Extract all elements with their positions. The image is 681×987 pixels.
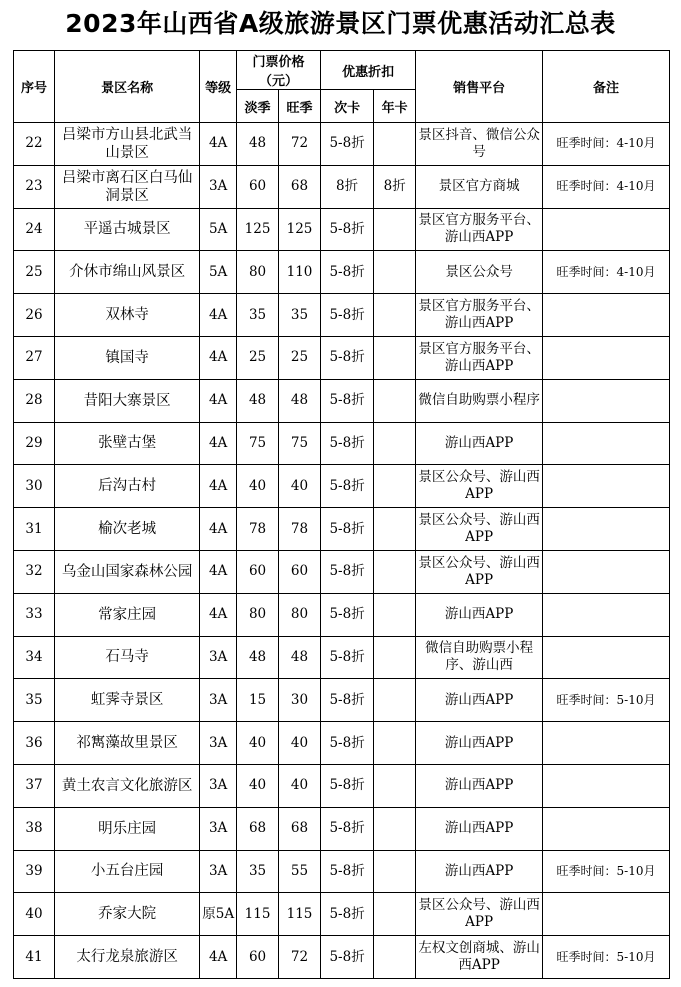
cell-grade: 4A [200, 336, 237, 379]
cell-off-season-price: 115 [237, 893, 279, 936]
cell-grade: 原5A [200, 893, 237, 936]
cell-per-visit-discount: 5-8折 [320, 722, 373, 765]
cell-annual-discount [374, 294, 416, 337]
cell-grade: 3A [200, 636, 237, 679]
header-price-group: 门票价格（元） [237, 51, 321, 90]
cell-annual-discount [374, 636, 416, 679]
cell-sales-platform: 游山西APP [416, 593, 543, 636]
cell-off-season-price: 60 [237, 936, 279, 979]
cell-sales-platform: 景区公众号 [416, 251, 543, 294]
table-row [14, 850, 670, 893]
cell-sales-platform: 微信自助购票小程序 [416, 379, 543, 422]
table-row [14, 294, 670, 337]
cell-annual-discount [374, 508, 416, 551]
cell-per-visit-discount: 5-8折 [320, 294, 373, 337]
cell-off-season-price: 78 [237, 508, 279, 551]
cell-off-season-price: 80 [237, 593, 279, 636]
cell-note: 旺季时间：4-10月 [543, 165, 670, 208]
header-annual: 年卡 [374, 90, 416, 123]
cell-grade: 4A [200, 123, 237, 166]
cell-per-visit-discount: 5-8折 [320, 893, 373, 936]
cell-per-visit-discount: 5-8折 [320, 550, 373, 593]
cell-peak-season-price: 30 [279, 679, 321, 722]
cell-sales-platform: 游山西APP [416, 764, 543, 807]
cell-scenic-name: 虹霁寺景区 [54, 679, 199, 722]
cell-per-visit-discount: 5-8折 [320, 593, 373, 636]
cell-grade: 5A [200, 251, 237, 294]
cell-per-visit-discount: 5-8折 [320, 465, 373, 508]
header-grade: 等级 [200, 51, 237, 123]
page-title: 2023年山西省A级旅游景区门票优惠活动汇总表 [65, 9, 616, 38]
cell-peak-season-price: 25 [279, 336, 321, 379]
cell-scenic-name: 后沟古村 [54, 465, 199, 508]
cell-sales-platform: 景区官方服务平台、游山西APP [416, 208, 543, 251]
table-row [14, 251, 670, 294]
cell-off-season-price: 60 [237, 165, 279, 208]
cell-annual-discount [374, 593, 416, 636]
cell-per-visit-discount: 5-8折 [320, 636, 373, 679]
cell-grade: 3A [200, 764, 237, 807]
table-row [14, 593, 670, 636]
cell-index: 34 [14, 636, 55, 679]
cell-annual-discount [374, 850, 416, 893]
table-row [14, 422, 670, 465]
table-row [14, 165, 670, 208]
cell-peak-season-price: 115 [279, 893, 321, 936]
cell-note: 旺季时间：5-10月 [543, 936, 670, 979]
table-row [14, 508, 670, 551]
cell-off-season-price: 60 [237, 550, 279, 593]
cell-peak-season-price: 125 [279, 208, 321, 251]
cell-grade: 4A [200, 936, 237, 979]
cell-note [543, 294, 670, 337]
cell-scenic-name: 昔阳大寨景区 [54, 379, 199, 422]
cell-scenic-name: 吕梁市方山县北武当山景区 [54, 123, 199, 166]
cell-peak-season-price: 80 [279, 593, 321, 636]
cell-off-season-price: 48 [237, 379, 279, 422]
cell-annual-discount [374, 336, 416, 379]
cell-note [543, 550, 670, 593]
cell-off-season-price: 15 [237, 679, 279, 722]
cell-off-season-price: 125 [237, 208, 279, 251]
cell-sales-platform: 游山西APP [416, 422, 543, 465]
cell-annual-discount [374, 893, 416, 936]
table-row [14, 550, 670, 593]
cell-grade: 3A [200, 679, 237, 722]
cell-grade: 4A [200, 379, 237, 422]
cell-off-season-price: 35 [237, 294, 279, 337]
header-peak-season: 旺季 [279, 90, 321, 123]
cell-sales-platform: 景区公众号、游山西APP [416, 893, 543, 936]
cell-peak-season-price: 35 [279, 294, 321, 337]
cell-note [543, 636, 670, 679]
cell-scenic-name: 镇国寺 [54, 336, 199, 379]
cell-note: 旺季时间：5-10月 [543, 850, 670, 893]
cell-grade: 4A [200, 465, 237, 508]
cell-index: 30 [14, 465, 55, 508]
cell-note [543, 893, 670, 936]
cell-per-visit-discount: 5-8折 [320, 422, 373, 465]
cell-annual-discount [374, 465, 416, 508]
cell-note [543, 508, 670, 551]
cell-annual-discount [374, 208, 416, 251]
table-row [14, 379, 670, 422]
cell-scenic-name: 张壁古堡 [54, 422, 199, 465]
cell-peak-season-price: 40 [279, 722, 321, 765]
cell-note [543, 722, 670, 765]
table-row [14, 807, 670, 850]
cell-scenic-name: 双林寺 [54, 294, 199, 337]
cell-per-visit-discount: 5-8折 [320, 208, 373, 251]
cell-peak-season-price: 40 [279, 465, 321, 508]
cell-scenic-name: 石马寺 [54, 636, 199, 679]
cell-index: 23 [14, 165, 55, 208]
cell-off-season-price: 35 [237, 850, 279, 893]
table-body [14, 123, 670, 979]
cell-index: 31 [14, 508, 55, 551]
cell-scenic-name: 明乐庄园 [54, 807, 199, 850]
cell-grade: 4A [200, 422, 237, 465]
cell-annual-discount [374, 123, 416, 166]
cell-off-season-price: 75 [237, 422, 279, 465]
cell-grade: 3A [200, 850, 237, 893]
cell-index: 22 [14, 123, 55, 166]
cell-scenic-name: 榆次老城 [54, 508, 199, 551]
cell-scenic-name: 黄土农言文化旅游区 [54, 764, 199, 807]
cell-off-season-price: 40 [237, 465, 279, 508]
cell-sales-platform: 景区官方服务平台、游山西APP [416, 294, 543, 337]
table-row [14, 336, 670, 379]
cell-index: 40 [14, 893, 55, 936]
cell-annual-discount [374, 807, 416, 850]
table-row [14, 679, 670, 722]
cell-grade: 3A [200, 165, 237, 208]
cell-index: 33 [14, 593, 55, 636]
header-off-season: 淡季 [237, 90, 279, 123]
table-row [14, 722, 670, 765]
cell-index: 29 [14, 422, 55, 465]
cell-note: 旺季时间：4-10月 [543, 251, 670, 294]
cell-scenic-name: 介休市绵山风景区 [54, 251, 199, 294]
cell-peak-season-price: 68 [279, 807, 321, 850]
header-index: 序号 [14, 51, 55, 123]
cell-note [543, 465, 670, 508]
cell-sales-platform: 景区官方商城 [416, 165, 543, 208]
cell-per-visit-discount: 5-8折 [320, 251, 373, 294]
cell-grade: 3A [200, 722, 237, 765]
cell-off-season-price: 40 [237, 722, 279, 765]
cell-index: 36 [14, 722, 55, 765]
cell-per-visit-discount: 8折 [320, 165, 373, 208]
cell-note: 旺季时间：5-10月 [543, 679, 670, 722]
cell-grade: 3A [200, 807, 237, 850]
cell-index: 38 [14, 807, 55, 850]
cell-off-season-price: 68 [237, 807, 279, 850]
cell-sales-platform: 左权文创商城、游山西APP [416, 936, 543, 979]
cell-scenic-name: 常家庄园 [54, 593, 199, 636]
cell-peak-season-price: 48 [279, 379, 321, 422]
cell-off-season-price: 25 [237, 336, 279, 379]
cell-annual-discount: 8折 [374, 165, 416, 208]
cell-note [543, 379, 670, 422]
header-platform: 销售平台 [416, 51, 543, 123]
cell-off-season-price: 48 [237, 636, 279, 679]
cell-sales-platform: 景区公众号、游山西APP [416, 508, 543, 551]
cell-index: 41 [14, 936, 55, 979]
cell-sales-platform: 游山西APP [416, 807, 543, 850]
cell-index: 28 [14, 379, 55, 422]
cell-peak-season-price: 68 [279, 165, 321, 208]
cell-note [543, 807, 670, 850]
cell-peak-season-price: 48 [279, 636, 321, 679]
cell-sales-platform: 景区官方服务平台、游山西APP [416, 336, 543, 379]
cell-index: 27 [14, 336, 55, 379]
cell-note [543, 593, 670, 636]
cell-index: 24 [14, 208, 55, 251]
cell-sales-platform: 景区抖音、微信公众号 [416, 123, 543, 166]
cell-index: 26 [14, 294, 55, 337]
cell-peak-season-price: 78 [279, 508, 321, 551]
table-row [14, 123, 670, 166]
cell-grade: 4A [200, 508, 237, 551]
cell-index: 25 [14, 251, 55, 294]
cell-off-season-price: 48 [237, 123, 279, 166]
cell-index: 37 [14, 764, 55, 807]
cell-annual-discount [374, 251, 416, 294]
cell-scenic-name: 乌金山国家森林公园 [54, 550, 199, 593]
cell-per-visit-discount: 5-8折 [320, 679, 373, 722]
cell-annual-discount [374, 379, 416, 422]
header-discount-group: 优惠折扣 [320, 51, 415, 90]
cell-peak-season-price: 110 [279, 251, 321, 294]
cell-per-visit-discount: 5-8折 [320, 807, 373, 850]
cell-peak-season-price: 60 [279, 550, 321, 593]
cell-per-visit-discount: 5-8折 [320, 764, 373, 807]
cell-annual-discount [374, 550, 416, 593]
cell-scenic-name: 小五台庄园 [54, 850, 199, 893]
cell-off-season-price: 80 [237, 251, 279, 294]
cell-peak-season-price: 40 [279, 764, 321, 807]
cell-grade: 4A [200, 593, 237, 636]
header-name: 景区名称 [54, 51, 199, 123]
ticket-discount-table [13, 50, 670, 979]
cell-annual-discount [374, 422, 416, 465]
table-row [14, 936, 670, 979]
cell-sales-platform: 游山西APP [416, 679, 543, 722]
cell-note [543, 764, 670, 807]
cell-index: 39 [14, 850, 55, 893]
cell-peak-season-price: 75 [279, 422, 321, 465]
table-row [14, 208, 670, 251]
table-row [14, 893, 670, 936]
cell-per-visit-discount: 5-8折 [320, 379, 373, 422]
cell-peak-season-price: 55 [279, 850, 321, 893]
cell-per-visit-discount: 5-8折 [320, 336, 373, 379]
cell-annual-discount [374, 764, 416, 807]
cell-grade: 4A [200, 294, 237, 337]
cell-annual-discount [374, 722, 416, 765]
cell-grade: 4A [200, 550, 237, 593]
cell-scenic-name: 太行龙泉旅游区 [54, 936, 199, 979]
cell-off-season-price: 40 [237, 764, 279, 807]
cell-scenic-name: 乔家大院 [54, 893, 199, 936]
cell-note [543, 336, 670, 379]
cell-sales-platform: 游山西APP [416, 722, 543, 765]
cell-annual-discount [374, 936, 416, 979]
table-row [14, 636, 670, 679]
cell-per-visit-discount: 5-8折 [320, 850, 373, 893]
cell-index: 35 [14, 679, 55, 722]
cell-peak-season-price: 72 [279, 936, 321, 979]
cell-sales-platform: 游山西APP [416, 850, 543, 893]
table-row [14, 764, 670, 807]
cell-per-visit-discount: 5-8折 [320, 123, 373, 166]
cell-scenic-name: 祁寯藻故里景区 [54, 722, 199, 765]
cell-scenic-name: 吕梁市离石区白马仙洞景区 [54, 165, 199, 208]
cell-sales-platform: 景区公众号、游山西APP [416, 465, 543, 508]
cell-per-visit-discount: 5-8折 [320, 936, 373, 979]
cell-index: 32 [14, 550, 55, 593]
cell-scenic-name: 平遥古城景区 [54, 208, 199, 251]
cell-note [543, 208, 670, 251]
cell-sales-platform: 微信自助购票小程序、游山西 [416, 636, 543, 679]
cell-note: 旺季时间：4-10月 [543, 123, 670, 166]
header-per-visit: 次卡 [320, 90, 373, 123]
cell-per-visit-discount: 5-8折 [320, 508, 373, 551]
table-row [14, 465, 670, 508]
header-note: 备注 [543, 51, 670, 123]
cell-note [543, 422, 670, 465]
cell-annual-discount [374, 679, 416, 722]
cell-grade: 5A [200, 208, 237, 251]
cell-peak-season-price: 72 [279, 123, 321, 166]
cell-sales-platform: 景区公众号、游山西APP [416, 550, 543, 593]
